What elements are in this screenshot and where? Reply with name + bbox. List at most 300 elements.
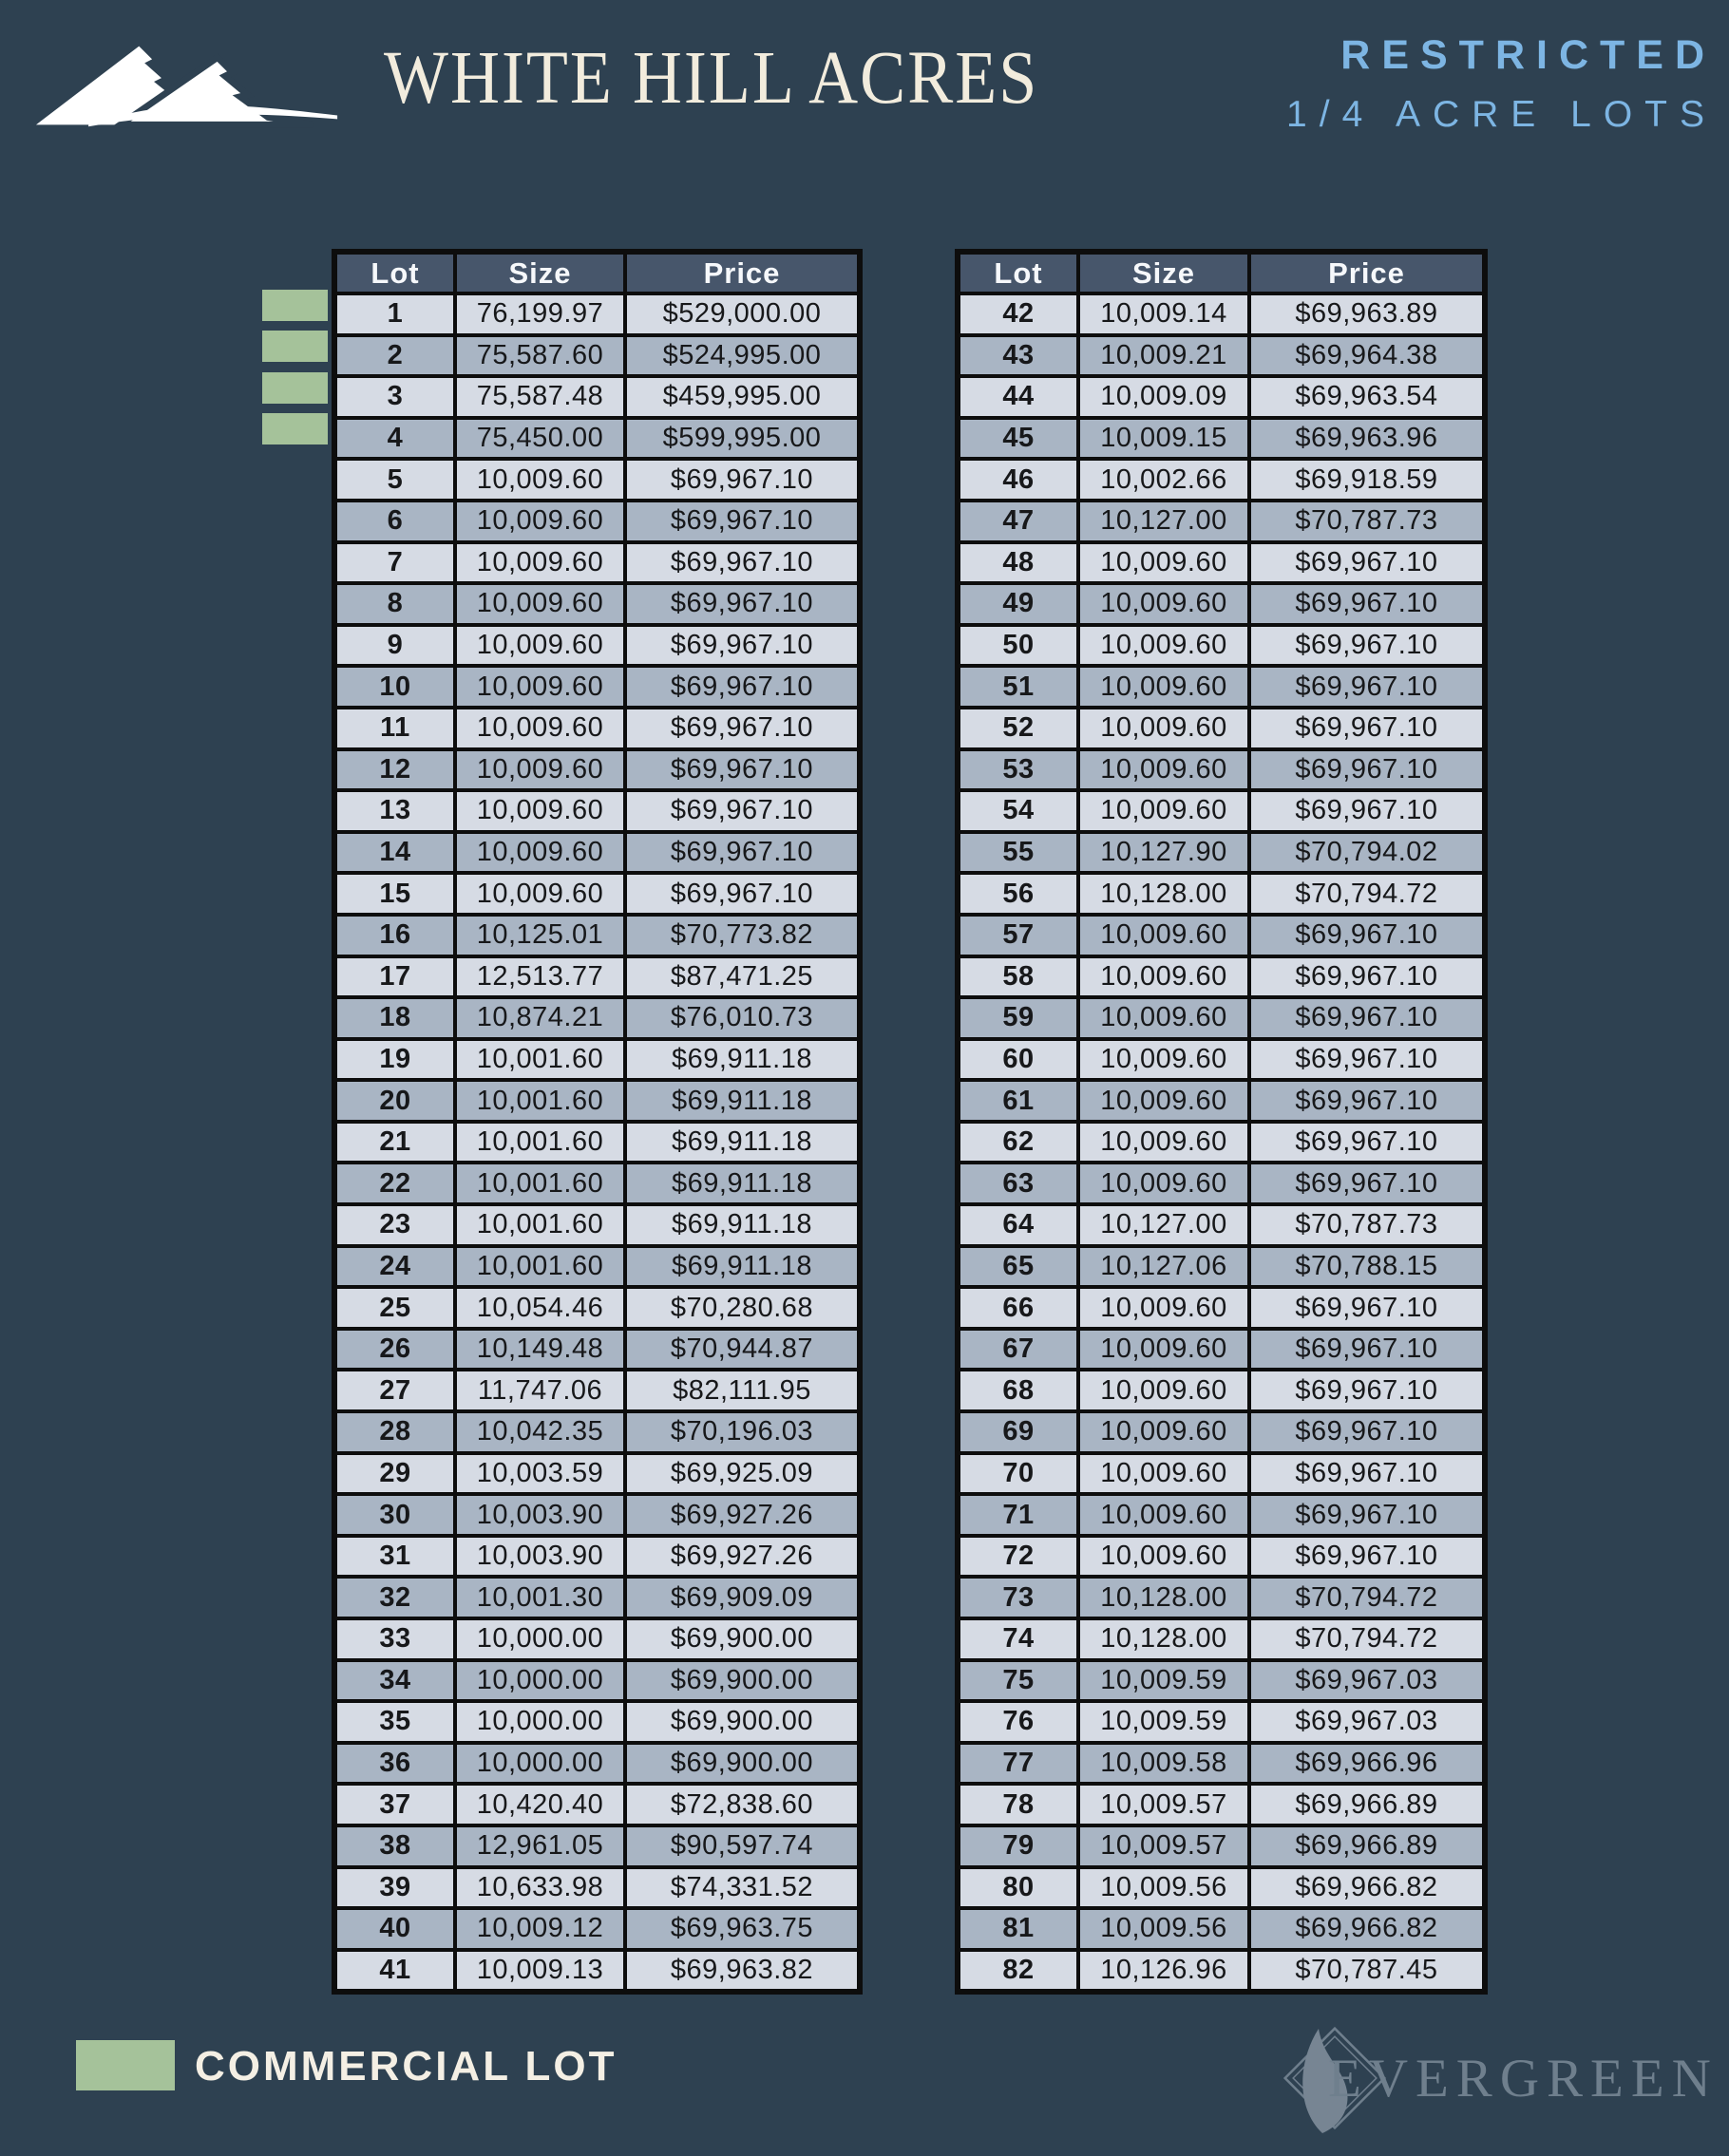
table-row <box>334 1494 860 1536</box>
table-row <box>334 583 860 625</box>
size-cell: 10,000.00 <box>455 1701 625 1743</box>
lot-cell: 34 <box>334 1660 455 1702</box>
table-row <box>958 1080 1485 1122</box>
size-cell: 10,009.60 <box>455 790 625 832</box>
size-cell: 10,009.56 <box>1078 1867 1249 1909</box>
table-row <box>958 501 1485 542</box>
table-row <box>958 542 1485 584</box>
size-cell: 10,009.60 <box>1078 790 1249 832</box>
size-cell: 10,009.60 <box>455 625 625 667</box>
lot-cell: 7 <box>334 542 455 584</box>
price-cell: $72,838.60 <box>625 1784 860 1825</box>
size-cell: 10,003.90 <box>455 1536 625 1578</box>
price-cell: $69,963.75 <box>625 1908 860 1950</box>
price-cell: $69,967.10 <box>1249 1039 1485 1081</box>
table-row <box>334 1536 860 1578</box>
lot-cell: 58 <box>958 956 1078 998</box>
lot-cell: 41 <box>334 1950 455 1993</box>
size-cell: 10,003.90 <box>455 1494 625 1536</box>
size-cell: 10,009.60 <box>1078 1453 1249 1495</box>
table-row <box>958 1039 1485 1081</box>
size-cell: 10,009.12 <box>455 1908 625 1950</box>
price-cell: $69,967.10 <box>1249 542 1485 584</box>
table-row <box>958 1536 1485 1578</box>
lot-cell: 73 <box>958 1577 1078 1618</box>
size-cell: 10,009.60 <box>1078 708 1249 749</box>
price-cell: $70,196.03 <box>625 1411 860 1453</box>
size-cell: 10,009.09 <box>1078 376 1249 418</box>
price-cell: $69,967.10 <box>625 790 860 832</box>
table-row <box>958 1246 1485 1288</box>
size-cell: 10,009.60 <box>1078 1287 1249 1329</box>
price-cell: $69,900.00 <box>625 1701 860 1743</box>
size-cell: 10,009.60 <box>1078 1122 1249 1163</box>
table-row <box>334 1950 860 1993</box>
table-row <box>334 501 860 542</box>
table-row <box>958 1453 1485 1495</box>
size-cell: 10,009.60 <box>455 542 625 584</box>
lot-cell: 31 <box>334 1536 455 1578</box>
size-cell: 12,513.77 <box>455 956 625 998</box>
lot-cell: 27 <box>334 1370 455 1411</box>
lot-table-right-wrap <box>955 249 1488 1995</box>
price-cell: $69,967.10 <box>1249 749 1485 791</box>
size-cell: 10,009.60 <box>1078 997 1249 1039</box>
table-row <box>958 873 1485 915</box>
lot-cell: 22 <box>334 1163 455 1204</box>
table-row <box>334 1163 860 1204</box>
table-row <box>334 1370 860 1411</box>
table-row <box>334 1329 860 1371</box>
lot-cell: 59 <box>958 997 1078 1039</box>
size-cell: 10,000.00 <box>455 1743 625 1785</box>
lot-cell: 46 <box>958 459 1078 501</box>
lot-cell: 11 <box>334 708 455 749</box>
lot-cell: 52 <box>958 708 1078 749</box>
badge-restricted-label: RESTRICTED <box>1340 32 1716 78</box>
lot-cell: 15 <box>334 873 455 915</box>
price-cell: $70,788.15 <box>1249 1246 1485 1288</box>
table-row <box>334 666 860 708</box>
table-row <box>958 1784 1485 1825</box>
lot-cell: 32 <box>334 1577 455 1618</box>
size-cell: 10,009.58 <box>1078 1743 1249 1785</box>
price-cell: $69,963.89 <box>1249 293 1485 335</box>
size-cell: 10,009.60 <box>455 583 625 625</box>
price-cell: $69,911.18 <box>625 1163 860 1204</box>
table-row <box>334 1908 860 1950</box>
price-cell: $69,967.10 <box>1249 583 1485 625</box>
price-cell: $69,967.10 <box>1249 790 1485 832</box>
table-row <box>334 335 860 377</box>
size-cell: 10,002.66 <box>1078 459 1249 501</box>
table-row <box>958 1577 1485 1618</box>
price-cell: $69,967.10 <box>1249 1287 1485 1329</box>
column-header-price: Price <box>625 252 860 293</box>
table-row <box>958 915 1485 956</box>
size-cell: 10,127.90 <box>1078 832 1249 874</box>
table-row <box>334 1287 860 1329</box>
lot-cell: 72 <box>958 1536 1078 1578</box>
lot-cell: 6 <box>334 501 455 542</box>
footer-brand <box>1264 2002 1719 2154</box>
table-row <box>334 997 860 1039</box>
size-cell: 10,420.40 <box>455 1784 625 1825</box>
lot-cell: 30 <box>334 1494 455 1536</box>
price-cell: $69,967.10 <box>1249 1494 1485 1536</box>
lot-cell: 24 <box>334 1246 455 1288</box>
lot-table-right <box>955 249 1488 1995</box>
lot-cell: 23 <box>334 1204 455 1246</box>
size-cell: 10,126.96 <box>1078 1950 1249 1993</box>
size-cell: 10,009.56 <box>1078 1908 1249 1950</box>
table-row <box>334 1411 860 1453</box>
size-cell: 10,009.60 <box>1078 542 1249 584</box>
price-cell: $69,909.09 <box>625 1577 860 1618</box>
size-cell: 75,587.48 <box>455 376 625 418</box>
size-cell: 11,747.06 <box>455 1370 625 1411</box>
table-row <box>334 1701 860 1743</box>
table-row <box>334 1825 860 1867</box>
size-cell: 12,961.05 <box>455 1825 625 1867</box>
size-cell: 76,199.97 <box>455 293 625 335</box>
lot-cell: 54 <box>958 790 1078 832</box>
table-row <box>958 335 1485 377</box>
header-row <box>334 252 860 293</box>
price-cell: $69,966.89 <box>1249 1825 1485 1867</box>
size-cell: 10,633.98 <box>455 1867 625 1909</box>
price-cell: $599,995.00 <box>625 418 860 460</box>
lot-cell: 42 <box>958 293 1078 335</box>
lot-cell: 21 <box>334 1122 455 1163</box>
size-cell: 10,009.60 <box>455 459 625 501</box>
price-cell: $69,967.10 <box>1249 1163 1485 1204</box>
lot-cell: 78 <box>958 1784 1078 1825</box>
price-cell: $70,794.72 <box>1249 1618 1485 1660</box>
price-cell: $69,967.10 <box>625 708 860 749</box>
size-cell: 10,009.60 <box>455 666 625 708</box>
lot-cell: 75 <box>958 1660 1078 1702</box>
table-row <box>334 1743 860 1785</box>
lot-cell: 60 <box>958 1039 1078 1081</box>
size-cell: 10,009.60 <box>1078 1494 1249 1536</box>
price-cell: $529,000.00 <box>625 293 860 335</box>
lot-cell: 18 <box>334 997 455 1039</box>
price-cell: $69,967.03 <box>1249 1701 1485 1743</box>
lot-cell: 65 <box>958 1246 1078 1288</box>
price-cell: $69,967.10 <box>625 625 860 667</box>
lot-cell: 70 <box>958 1453 1078 1495</box>
price-cell: $76,010.73 <box>625 997 860 1039</box>
price-cell: $69,967.10 <box>1249 997 1485 1039</box>
price-cell: $70,787.73 <box>1249 501 1485 542</box>
table-row <box>334 1867 860 1909</box>
price-cell: $69,911.18 <box>625 1122 860 1163</box>
lot-cell: 51 <box>958 666 1078 708</box>
table-row <box>334 542 860 584</box>
column-header-size: Size <box>455 252 625 293</box>
table-row <box>334 1080 860 1122</box>
size-cell: 10,009.57 <box>1078 1825 1249 1867</box>
column-header-lot: Lot <box>958 252 1078 293</box>
price-cell: $524,995.00 <box>625 335 860 377</box>
size-cell: 10,009.60 <box>455 873 625 915</box>
table-row <box>958 1163 1485 1204</box>
lot-cell: 69 <box>958 1411 1078 1453</box>
commercial-lot-marker <box>262 331 328 362</box>
price-cell: $69,967.10 <box>1249 1411 1485 1453</box>
price-cell: $69,900.00 <box>625 1618 860 1660</box>
table-row <box>334 873 860 915</box>
price-cell: $69,966.82 <box>1249 1908 1485 1950</box>
price-cell: $69,967.10 <box>1249 708 1485 749</box>
commercial-lot-marker <box>262 413 328 444</box>
mountains-icon <box>34 36 343 131</box>
size-cell: 10,009.57 <box>1078 1784 1249 1825</box>
lot-cell: 5 <box>334 459 455 501</box>
lot-cell: 50 <box>958 625 1078 667</box>
table-row <box>334 1122 860 1163</box>
lot-cell: 76 <box>958 1701 1078 1743</box>
table-row <box>958 625 1485 667</box>
size-cell: 10,009.60 <box>1078 666 1249 708</box>
table-row <box>958 1701 1485 1743</box>
lot-cell: 82 <box>958 1950 1078 1993</box>
size-cell: 10,009.60 <box>455 501 625 542</box>
table-row <box>958 790 1485 832</box>
size-cell: 10,009.60 <box>1078 1329 1249 1371</box>
lot-cell: 17 <box>334 956 455 998</box>
lot-cell: 9 <box>334 625 455 667</box>
price-cell: $69,927.26 <box>625 1494 860 1536</box>
size-cell: 10,009.60 <box>455 749 625 791</box>
lot-table-left-wrap <box>332 249 863 1995</box>
price-cell: $459,995.00 <box>625 376 860 418</box>
price-cell: $69,911.18 <box>625 1204 860 1246</box>
price-cell: $70,787.73 <box>1249 1204 1485 1246</box>
size-cell: 10,128.00 <box>1078 1618 1249 1660</box>
price-cell: $90,597.74 <box>625 1825 860 1867</box>
size-cell: 75,450.00 <box>455 418 625 460</box>
column-header-lot: Lot <box>334 252 455 293</box>
table-row <box>334 376 860 418</box>
price-cell: $69,967.10 <box>1249 1080 1485 1122</box>
size-cell: 75,587.60 <box>455 335 625 377</box>
table-row <box>334 459 860 501</box>
lot-cell: 80 <box>958 1867 1078 1909</box>
lot-cell: 13 <box>334 790 455 832</box>
lot-cell: 81 <box>958 1908 1078 1950</box>
price-cell: $69,911.18 <box>625 1080 860 1122</box>
size-cell: 10,009.60 <box>1078 956 1249 998</box>
size-cell: 10,127.00 <box>1078 501 1249 542</box>
lot-cell: 74 <box>958 1618 1078 1660</box>
column-header-size: Size <box>1078 252 1249 293</box>
lot-cell: 37 <box>334 1784 455 1825</box>
size-cell: 10,009.60 <box>1078 1039 1249 1081</box>
price-cell: $69,963.82 <box>625 1950 860 1993</box>
lot-cell: 16 <box>334 915 455 956</box>
lot-cell: 55 <box>958 832 1078 874</box>
badge-acre-lots-label: 1/4 ACRE LOTS <box>1286 94 1717 135</box>
lot-cell: 57 <box>958 915 1078 956</box>
size-cell: 10,003.59 <box>455 1453 625 1495</box>
lot-cell: 40 <box>334 1908 455 1950</box>
size-cell: 10,009.13 <box>455 1950 625 1993</box>
price-cell: $69,927.26 <box>625 1536 860 1578</box>
size-cell: 10,001.60 <box>455 1080 625 1122</box>
table-row <box>958 1411 1485 1453</box>
table-row <box>958 1122 1485 1163</box>
lot-cell: 14 <box>334 832 455 874</box>
price-cell: $69,967.10 <box>625 583 860 625</box>
lot-cell: 25 <box>334 1287 455 1329</box>
table-row <box>334 1204 860 1246</box>
price-cell: $69,967.10 <box>1249 956 1485 998</box>
table-row <box>334 1453 860 1495</box>
price-cell: $70,280.68 <box>625 1287 860 1329</box>
size-cell: 10,128.00 <box>1078 873 1249 915</box>
table-row <box>334 625 860 667</box>
lot-cell: 36 <box>334 1743 455 1785</box>
lot-cell: 35 <box>334 1701 455 1743</box>
lot-cell: 62 <box>958 1122 1078 1163</box>
lot-cell: 19 <box>334 1039 455 1081</box>
lot-cell: 68 <box>958 1370 1078 1411</box>
size-cell: 10,874.21 <box>455 997 625 1039</box>
lot-cell: 33 <box>334 1618 455 1660</box>
size-cell: 10,054.46 <box>455 1287 625 1329</box>
table-row <box>958 459 1485 501</box>
table-row <box>958 997 1485 1039</box>
size-cell: 10,125.01 <box>455 915 625 956</box>
price-cell: $69,967.10 <box>625 459 860 501</box>
size-cell: 10,001.60 <box>455 1163 625 1204</box>
price-cell: $69,967.10 <box>1249 1453 1485 1495</box>
size-cell: 10,001.30 <box>455 1577 625 1618</box>
commercial-lot-label: COMMERCIAL LOT <box>195 2043 618 2090</box>
size-cell: 10,009.60 <box>1078 1370 1249 1411</box>
table-row <box>334 790 860 832</box>
lot-cell: 39 <box>334 1867 455 1909</box>
price-cell: $69,963.54 <box>1249 376 1485 418</box>
size-cell: 10,009.60 <box>455 708 625 749</box>
table-row <box>958 832 1485 874</box>
table-row <box>334 1246 860 1288</box>
lot-cell: 28 <box>334 1411 455 1453</box>
table-row <box>334 832 860 874</box>
lot-cell: 20 <box>334 1080 455 1122</box>
price-cell: $69,967.10 <box>625 501 860 542</box>
table-row <box>334 1784 860 1825</box>
price-cell: $69,967.10 <box>625 666 860 708</box>
price-cell: $69,967.10 <box>1249 1536 1485 1578</box>
lot-cell: 63 <box>958 1163 1078 1204</box>
price-cell: $70,794.02 <box>1249 832 1485 874</box>
price-cell: $70,794.72 <box>1249 1577 1485 1618</box>
size-cell: 10,042.35 <box>455 1411 625 1453</box>
lot-cell: 67 <box>958 1329 1078 1371</box>
table-row <box>958 1204 1485 1246</box>
size-cell: 10,009.59 <box>1078 1660 1249 1702</box>
size-cell: 10,009.60 <box>1078 583 1249 625</box>
price-cell: $69,967.10 <box>1249 1370 1485 1411</box>
size-cell: 10,001.60 <box>455 1246 625 1288</box>
price-cell: $69,967.10 <box>625 749 860 791</box>
table-row <box>958 1494 1485 1536</box>
price-cell: $70,794.72 <box>1249 873 1485 915</box>
table-row <box>958 749 1485 791</box>
price-cell: $69,925.09 <box>625 1453 860 1495</box>
size-cell: 10,009.60 <box>1078 1411 1249 1453</box>
price-cell: $70,787.45 <box>1249 1950 1485 1993</box>
lot-cell: 66 <box>958 1287 1078 1329</box>
price-cell: $82,111.95 <box>625 1370 860 1411</box>
size-cell: 10,009.59 <box>1078 1701 1249 1743</box>
price-cell: $69,967.10 <box>1249 1329 1485 1371</box>
price-cell: $69,967.10 <box>625 873 860 915</box>
size-cell: 10,009.21 <box>1078 335 1249 377</box>
lot-cell: 43 <box>958 335 1078 377</box>
price-cell: $69,911.18 <box>625 1039 860 1081</box>
table-row <box>958 956 1485 998</box>
price-cell: $87,471.25 <box>625 956 860 998</box>
table-row <box>958 1825 1485 1867</box>
table-row <box>958 1660 1485 1702</box>
size-cell: 10,128.00 <box>1078 1577 1249 1618</box>
lot-cell: 79 <box>958 1825 1078 1867</box>
price-cell: $74,331.52 <box>625 1867 860 1909</box>
lot-cell: 12 <box>334 749 455 791</box>
size-cell: 10,001.60 <box>455 1039 625 1081</box>
size-cell: 10,009.60 <box>1078 1080 1249 1122</box>
lot-cell: 45 <box>958 418 1078 460</box>
brand-name: EVERGREEN <box>1328 2049 1719 2109</box>
size-cell: 10,009.60 <box>455 832 625 874</box>
lot-cell: 56 <box>958 873 1078 915</box>
lot-cell: 38 <box>334 1825 455 1867</box>
size-cell: 10,009.60 <box>1078 1163 1249 1204</box>
table-row <box>334 1039 860 1081</box>
table-row <box>958 1908 1485 1950</box>
price-cell: $69,900.00 <box>625 1660 860 1702</box>
table-row <box>958 293 1485 335</box>
size-cell: 10,009.15 <box>1078 418 1249 460</box>
table-row <box>958 1950 1485 1993</box>
size-cell: 10,009.14 <box>1078 293 1249 335</box>
size-cell: 10,009.60 <box>1078 749 1249 791</box>
size-cell: 10,009.60 <box>1078 915 1249 956</box>
commercial-lot-marker <box>262 290 328 321</box>
restricted-badge <box>1286 32 1717 136</box>
lot-cell: 48 <box>958 542 1078 584</box>
table-row <box>958 666 1485 708</box>
lot-cell: 1 <box>334 293 455 335</box>
table-row <box>334 1660 860 1702</box>
price-cell: $70,773.82 <box>625 915 860 956</box>
price-cell: $69,967.10 <box>1249 666 1485 708</box>
lot-cell: 47 <box>958 501 1078 542</box>
price-cell: $69,966.89 <box>1249 1784 1485 1825</box>
lot-cell: 44 <box>958 376 1078 418</box>
table-row <box>958 1743 1485 1785</box>
price-cell: $69,967.10 <box>1249 915 1485 956</box>
size-cell: 10,001.60 <box>455 1204 625 1246</box>
price-cell: $69,963.96 <box>1249 418 1485 460</box>
lot-cell: 10 <box>334 666 455 708</box>
price-cell: $69,964.38 <box>1249 335 1485 377</box>
commercial-markers <box>262 249 328 1992</box>
